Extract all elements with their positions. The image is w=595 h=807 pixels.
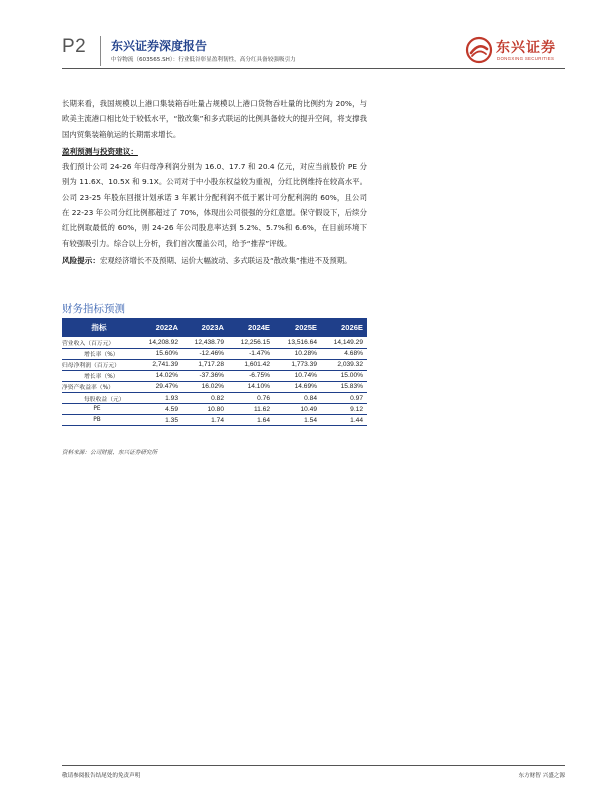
table-source-note: 资料来源：公司财报、东兴证券研究所 bbox=[62, 450, 158, 456]
table-cell: 16.02% bbox=[182, 381, 228, 392]
row-label: 净资产收益率（%） bbox=[62, 381, 136, 392]
table-cell: 4.68% bbox=[321, 348, 367, 359]
table-row bbox=[62, 348, 367, 359]
table-cell: 29.47% bbox=[136, 381, 182, 392]
column-header: 指标 bbox=[62, 318, 136, 337]
table-cell: 15.83% bbox=[321, 381, 367, 392]
column-header: 2023A bbox=[182, 318, 228, 337]
table-row bbox=[62, 337, 367, 348]
risk-text: 宏观经济增长不及预期、运价大幅波动、多式联运及“散改集”推进不及预期。 bbox=[99, 255, 352, 265]
section-heading-text: 盈利预测与投资建议： bbox=[62, 146, 138, 156]
row-label: 增长率（%） bbox=[62, 348, 136, 359]
table-row bbox=[62, 381, 367, 392]
table-cell: 1.54 bbox=[274, 415, 321, 426]
table-cell: 0.76 bbox=[228, 392, 274, 403]
table-cell: -1.47% bbox=[228, 348, 274, 359]
row-label: 每股收益（元） bbox=[62, 392, 136, 403]
table-row bbox=[62, 415, 367, 426]
header-rule bbox=[62, 68, 565, 69]
table-cell: 1,773.39 bbox=[274, 359, 321, 370]
table-cell: 2,741.39 bbox=[136, 359, 182, 370]
table-header-row bbox=[62, 318, 367, 337]
table-cell: 1.93 bbox=[136, 392, 182, 403]
row-label: PE bbox=[62, 404, 136, 415]
table-cell: 14,149.29 bbox=[321, 337, 367, 348]
table-cell: 10.49 bbox=[274, 404, 321, 415]
logo-text-en: DONGXING SECURITIES bbox=[497, 56, 555, 61]
table-row bbox=[62, 370, 367, 381]
page-header bbox=[62, 34, 565, 68]
table-cell: 12,256.15 bbox=[228, 337, 274, 348]
table-cell: 12,438.79 bbox=[182, 337, 228, 348]
paragraph-long-term: 长期来看，我国规模以上港口集装箱吞吐量占规模以上港口货物吞吐量的比例约为 20%，与欧美主流港口相比处于较低水平，“散改集”和多式联运的比例具备较大的提升空间，将支撑我国内贸集装箱航运的长期需求增长。 bbox=[62, 99, 367, 139]
table-cell: 15.00% bbox=[321, 370, 367, 381]
column-header: 2025E bbox=[274, 318, 321, 337]
dongxing-logo-icon bbox=[465, 36, 493, 64]
report-type-title: 东兴证券深度报告 bbox=[111, 39, 208, 53]
body-content bbox=[62, 96, 367, 268]
table-cell: 0.84 bbox=[274, 392, 321, 403]
table-row bbox=[62, 392, 367, 403]
paragraph-profit-forecast: 我们预计公司 24-26 年归母净利润分别为 16.0、17.7 和 20.4 亿元，对应当前股价 PE 分别为 11.6X、10.5X 和 9.1X。公司对于中小股东权益较为重视，分红比例维持在较高水平。公司 23-25 年股东回报计划承诺 3 年累计分配利润不低于累计可分配利润的 60%，且公司在 22-23 年公司分红比例都超过了 70%，体现出公司很强的分红意愿。保守假设下，后续分红比例取最低的 60%，则 24-26 年公司股息率达到 5.2%、5.7%和 6.6%，在目前环境下有较强吸引力。综合以上分析，我们首次覆盖公司，给予“推荐”评级。 bbox=[62, 162, 367, 248]
header-divider bbox=[100, 36, 101, 66]
row-label: 归母净利润（百万元） bbox=[62, 359, 136, 370]
footer-rule bbox=[62, 765, 565, 766]
column-header: 2024E bbox=[228, 318, 274, 337]
table-cell: -37.36% bbox=[182, 370, 228, 381]
logo-text-cn: 东兴证券 bbox=[496, 40, 556, 56]
table-cell: 14.02% bbox=[136, 370, 182, 381]
table-cell: 1.35 bbox=[136, 415, 182, 426]
financial-forecast-table bbox=[62, 318, 367, 426]
table-cell: 1.44 bbox=[321, 415, 367, 426]
footer-disclaimer: 敬请参阅报告结尾处的免责声明 bbox=[62, 773, 141, 779]
table-cell: 15.60% bbox=[136, 348, 182, 359]
row-label: 营业收入（百万元） bbox=[62, 337, 136, 348]
table-cell: 0.97 bbox=[321, 392, 367, 403]
table-cell: 13,516.64 bbox=[274, 337, 321, 348]
table-cell: 11.62 bbox=[228, 404, 274, 415]
page-number: P2 bbox=[62, 36, 87, 57]
table-cell: 10.80 bbox=[182, 404, 228, 415]
table-cell: 2,039.32 bbox=[321, 359, 367, 370]
table-cell: 1.64 bbox=[228, 415, 274, 426]
company-logo bbox=[465, 36, 565, 64]
table-cell: 14,208.92 bbox=[136, 337, 182, 348]
table-cell: 0.82 bbox=[182, 392, 228, 403]
paragraph-risk bbox=[62, 253, 367, 268]
table-cell: -12.46% bbox=[182, 348, 228, 359]
table-cell: 1,717.28 bbox=[182, 359, 228, 370]
risk-heading: 风险提示： bbox=[62, 255, 100, 265]
column-header: 2026E bbox=[321, 318, 367, 337]
table-cell: 1.74 bbox=[182, 415, 228, 426]
table-cell: 14.69% bbox=[274, 381, 321, 392]
row-label: 增长率（%） bbox=[62, 370, 136, 381]
table-cell: 9.12 bbox=[321, 404, 367, 415]
row-label: PB bbox=[62, 415, 136, 426]
report-subtitle: 中谷物流（603565.SH）：行业低谷彰显盈利韧性，高分红具备较强吸引力 bbox=[111, 57, 296, 63]
section-heading-profit-forecast bbox=[62, 144, 367, 159]
table-cell: -6.75% bbox=[228, 370, 274, 381]
table-cell: 4.59 bbox=[136, 404, 182, 415]
table-cell: 10.28% bbox=[274, 348, 321, 359]
table-row bbox=[62, 359, 367, 370]
table-row bbox=[62, 404, 367, 415]
table-title: 财务指标预测 bbox=[62, 303, 125, 315]
column-header: 2022A bbox=[136, 318, 182, 337]
footer-slogan: 东方财智 兴盛之源 bbox=[518, 773, 565, 779]
table-cell: 10.74% bbox=[274, 370, 321, 381]
table-cell: 1,601.42 bbox=[228, 359, 274, 370]
table-cell: 14.10% bbox=[228, 381, 274, 392]
